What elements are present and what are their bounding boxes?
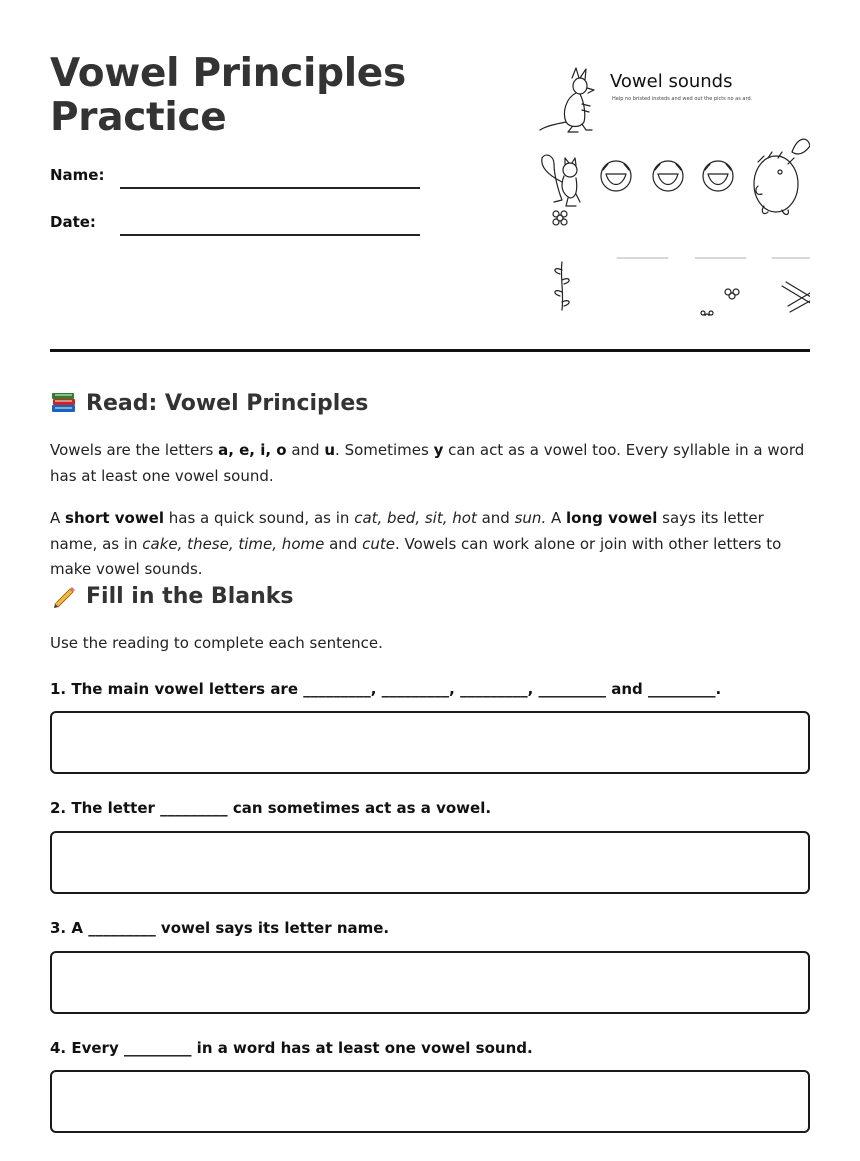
answer-box-4[interactable] [50,1070,810,1133]
name-label: Name: [50,166,105,184]
text-run: and [476,509,515,527]
text-run: A [546,509,567,527]
text-run: Vowels are the letters [50,441,219,459]
books-icon [50,390,78,416]
question-3: 3. A _________ vowel says its letter name. [50,919,390,937]
reading-paragraph-2 [50,506,810,583]
squirrel-icon [542,155,580,206]
question-2: 2. The letter _________ can sometimes act as a vowel. [50,799,492,817]
worksheet-illustration [532,66,810,316]
question-1: 1. The main vowel letters are _________, _________, _________, _________ and _________. [50,680,722,698]
text-run: u [324,441,336,459]
text-run: has a quick sound, as in [164,509,355,527]
sticks-icon [782,282,810,316]
pencil-icon [50,583,78,609]
text-run: y [433,441,444,459]
reading-paragraph-1 [50,438,810,489]
text-run: cake, these, time, home [142,534,325,553]
header-divider [50,349,810,352]
question-4: 4. Every _________ in a word has at least one vowel sound. [50,1039,533,1057]
fill-heading-text: Fill in the Blanks [86,583,294,609]
text-run: says its letter name, as in [50,509,764,553]
illustration-title: Vowel sounds [610,71,733,92]
fill-heading [50,583,293,609]
illustration-drawing [532,66,810,316]
text-run: A [50,509,66,527]
text-run: . Sometimes [335,441,434,459]
text-run: cute [362,534,395,553]
text-run: and [286,441,325,459]
text-run: long vowel [566,509,658,527]
text-run: can act as a vowel too. Every syllable in a word has at least one vowel sound. [50,441,805,485]
date-field[interactable] [120,234,420,236]
worksheet-header [50,52,810,352]
page-title: Vowel Principles Practice [50,51,406,140]
hedgehog-icon [754,139,810,214]
text-run: and [324,534,363,553]
text-run: sun. [514,509,547,527]
answer-box-2[interactable] [50,831,810,894]
face-icons [601,161,733,191]
plant-icon [555,262,569,310]
text-run: . Vowels can work alone or join with other letters to make vowel sounds. [50,534,782,578]
read-heading [50,390,368,416]
date-label: Date: [50,213,96,231]
instructions: Use the reading to complete each sentence. [50,634,383,652]
text-run: short vowel [65,509,164,527]
text-run: a, e, i, o [218,441,287,459]
answer-box-1[interactable] [50,711,810,774]
answer-box-3[interactable] [50,951,810,1014]
text-run: cat, bed, sit, hot [354,509,477,527]
name-field[interactable] [120,187,420,189]
illustration-subtitle: Help no bristed insteds and wed out the picts no as ard. [612,96,753,102]
kangaroo-icon [540,68,594,132]
read-heading-text: Read: Vowel Principles [86,390,369,416]
